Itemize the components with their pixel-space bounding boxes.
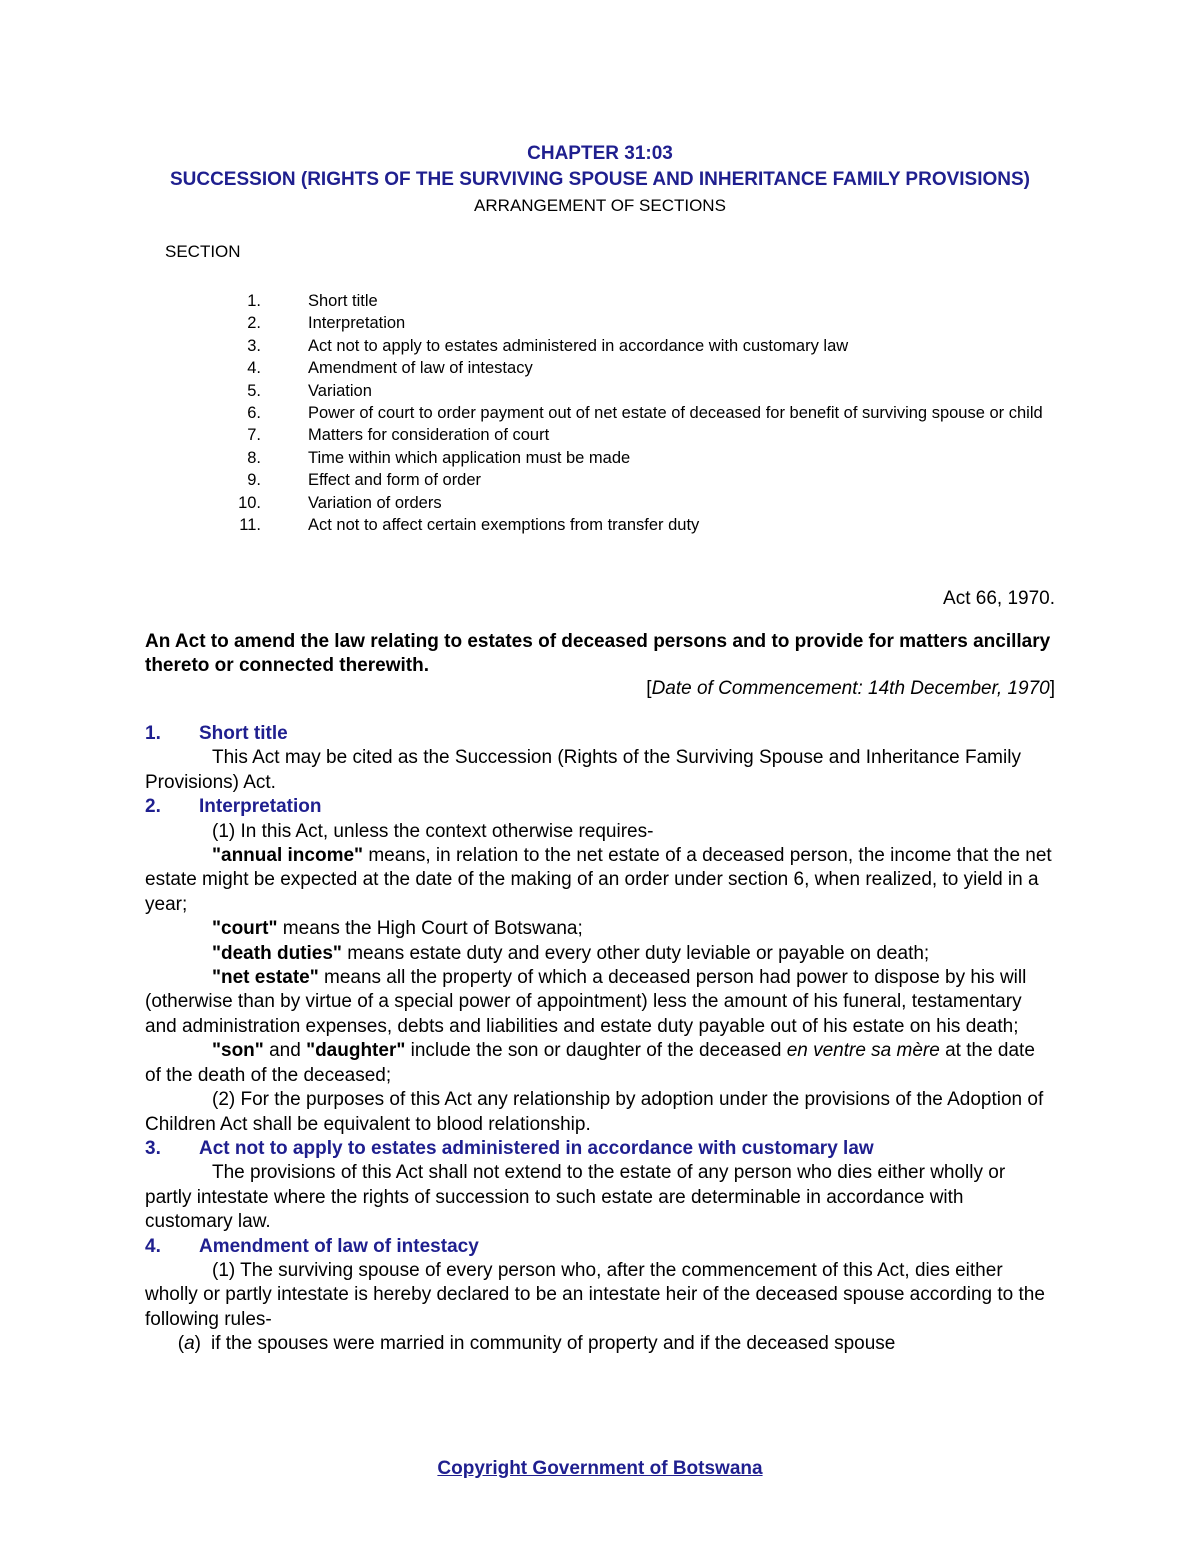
definition-italic: en ventre sa mère <box>786 1040 940 1062</box>
definition-court <box>145 917 1055 941</box>
section-number: 2. <box>145 796 161 818</box>
definition-text: means, in relation to the net estate of a deceased person, the income that the net estate might be expected at the date of the making of an order under section 6, when realized, to yield in a year; <box>145 845 1052 915</box>
defined-term: "court" <box>212 918 278 940</box>
definition-text: means the High Court of Botswana; <box>277 918 583 940</box>
act-number: Act 66, 1970. <box>943 588 1055 609</box>
copyright-footer: Copyright Government of Botswana <box>437 1458 763 1479</box>
defined-term: "annual income" <box>212 845 364 867</box>
section-column-label: SECTION <box>165 242 241 261</box>
toc-item-title: Act not to apply to estates administered in accordance with customary law <box>308 336 849 355</box>
section-4-heading <box>145 1235 1055 1259</box>
toc-item-number: 6. <box>247 404 261 423</box>
definition-text: at the date of the death of the deceased; <box>145 1040 1035 1086</box>
toc-item <box>200 492 1060 514</box>
paragraph-text: if the spouses were married in community of property and if the deceased spouse <box>211 1333 896 1355</box>
commencement-text: Date of Commencement: 14th December, 1970 <box>651 678 1050 699</box>
section-3-heading <box>145 1137 1055 1161</box>
toc-item-title: Matters for consideration of court <box>308 426 550 445</box>
toc-item-title: Variation of orders <box>308 493 442 512</box>
commencement-open-bracket: [ <box>646 678 652 699</box>
toc-item-title: Power of court to order payment out of net estate of deceased for benefit of surviving spouse or child <box>308 404 1043 423</box>
toc-item <box>200 335 1060 357</box>
section-1-text: This Act may be cited as the Succession (Rights of the Surviving Spouse and Inheritance Family Provisions) Act. <box>145 747 1021 793</box>
definition-connector: and <box>263 1040 307 1062</box>
paren-open: ( <box>177 1333 185 1355</box>
toc-item-number: 3. <box>247 336 261 355</box>
toc-item-number: 8. <box>247 448 261 467</box>
definition-death-duties <box>145 942 1055 966</box>
toc-item-title: Act not to affect certain exemptions from transfer duty <box>308 516 700 535</box>
toc-item-number: 5. <box>247 381 261 400</box>
toc-item <box>200 469 1060 491</box>
toc-item <box>200 514 1060 536</box>
paren-close: ) <box>194 1333 201 1355</box>
toc-item-number: 9. <box>247 471 261 490</box>
long-title: An Act to amend the law relating to estates of deceased persons and to provide for matters ancillary thereto or connected therewith. <box>145 631 1051 676</box>
toc-item-number: 1. <box>247 292 261 310</box>
definition-text: include the son or daughter of the deceased <box>405 1040 787 1062</box>
arrangement-heading: ARRANGEMENT OF SECTIONS <box>474 196 726 215</box>
chapter-heading: CHAPTER 31:03 <box>527 143 673 164</box>
commencement-date <box>646 678 1055 700</box>
defined-term: "son" <box>212 1040 264 1062</box>
definition-annual-income <box>145 844 1055 917</box>
toc-item <box>200 402 1060 424</box>
toc-item <box>200 312 1060 334</box>
section-title: Act not to apply to estates administered in accordance with customary law <box>199 1137 874 1159</box>
definition-son-daughter <box>145 1039 1055 1088</box>
section-2-intro: (1) In this Act, unless the context otherwise requires- <box>212 820 654 842</box>
table-of-contents <box>200 290 1060 536</box>
toc-item-number: 11. <box>239 516 261 535</box>
toc-item <box>200 447 1060 469</box>
defined-term: "daughter" <box>306 1040 406 1062</box>
defined-term: "net estate" <box>212 967 319 989</box>
section-3-text: The provisions of this Act shall not extend to the estate of any person who dies either wholly or partly intestate where the rights of succession to such estate are determinable in accordance with customary law. <box>145 1162 1006 1233</box>
section-2-subsection-2: (2) For the purposes of this Act any relationship by adoption under the provisions of the Adoption of Children Act shall be equivalent to blood relationship. <box>145 1089 1044 1135</box>
toc-item-title: Interpretation <box>308 314 406 333</box>
toc-item-title: Time within which application must be made <box>308 448 631 467</box>
act-body <box>145 722 1055 1357</box>
section-title: Amendment of law of intestacy <box>199 1235 479 1257</box>
paragraph-a <box>145 1332 1055 1356</box>
section-1-heading <box>145 722 1055 746</box>
toc-item-number: 4. <box>247 359 261 378</box>
section-number: 4. <box>145 1235 161 1257</box>
paragraph-label <box>145 1332 211 1356</box>
commencement-close-bracket: ] <box>1049 678 1055 699</box>
act-title-heading: SUCCESSION (RIGHTS OF THE SURVIVING SPOUSE AND INHERITANCE FAMILY PROVISIONS) <box>169 169 1031 190</box>
toc-item-title: Short title <box>308 292 378 310</box>
toc-item <box>200 357 1060 379</box>
toc-item-title: Variation <box>308 381 372 400</box>
section-number: 3. <box>145 1137 161 1159</box>
toc-item <box>200 424 1060 446</box>
section-2-heading <box>145 795 1055 819</box>
toc-item-title: Amendment of law of intestacy <box>308 359 533 378</box>
title-block <box>160 142 1040 217</box>
section-title: Short title <box>199 723 288 744</box>
section-title: Interpretation <box>199 796 322 818</box>
paragraph-letter: a <box>184 1333 195 1355</box>
toc-item-title: Effect and form of order <box>308 471 482 490</box>
toc-item-number: 7. <box>247 426 261 445</box>
defined-term: "death duties" <box>212 942 342 964</box>
section-4-subsection-1: (1) The surviving spouse of every person who, after the commencement of this Act, dies either wholly or partly intestate is hereby declared to be an intestate heir of the deceased spouse according to the following rules- <box>145 1259 1045 1330</box>
toc-item-number: 10. <box>238 493 261 512</box>
toc-item <box>200 290 1060 312</box>
toc-item-number: 2. <box>247 314 261 333</box>
definition-text: means all the property of which a deceased person had power to dispose by his will (otherwise than by virtue of a special power of appointment) less the amount of his funeral, testamentary and administration expenses, debts and liabilities and estate duty payable out of his estate on his death; <box>145 967 1027 1037</box>
definition-net-estate <box>145 966 1055 1039</box>
toc-item <box>200 380 1060 402</box>
section-number: 1. <box>145 723 161 744</box>
definition-text: means estate duty and every other duty leviable or payable on death; <box>341 942 930 964</box>
